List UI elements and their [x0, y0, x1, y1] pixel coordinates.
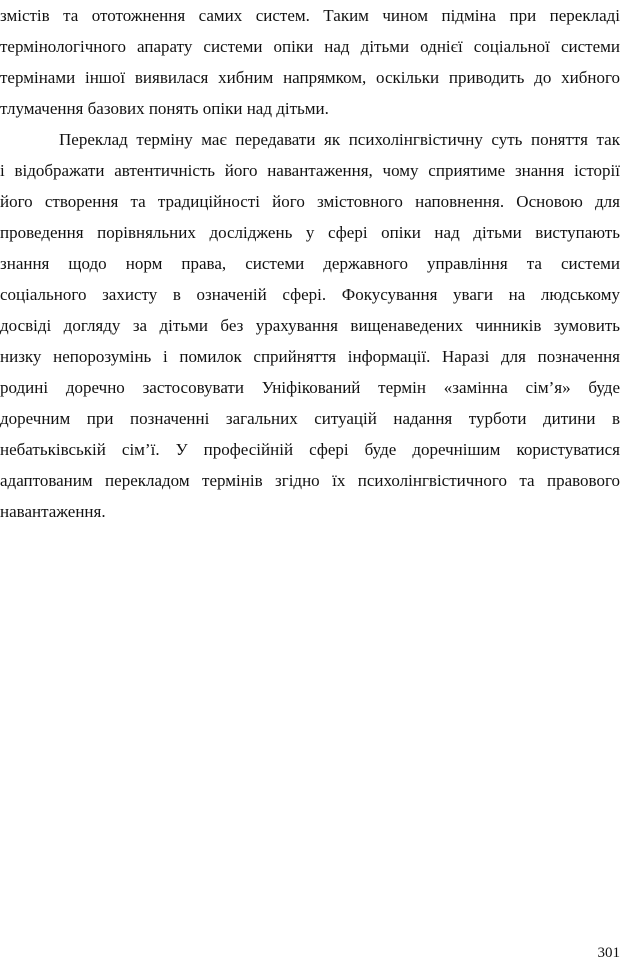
text-line-4: тлумачення базових понять опіки над дітьми.: [0, 99, 329, 118]
text-line-3: термінами іншої виявилася хибним напрямком, оскільки приводить до хибного: [0, 68, 620, 87]
text-line-11: досвіді догляду за дітьми без урахування вищенаведених чинників зумовить: [0, 316, 620, 335]
text-line-1: змістів та ототожнення самих систем. Таким чином підміна при перекладі: [0, 6, 620, 25]
text-line-17: навантаження.: [0, 502, 106, 521]
text-line-10: соціального захисту в означеній сфері. Фокусування уваги на людському: [0, 285, 620, 304]
text-line-6: і відображати автентичність його навантаження, чому сприятиме знання історії: [0, 161, 620, 180]
text-line-13: родині доречно застосовувати Уніфікований термін «замінна сім’я» буде: [0, 378, 620, 397]
text-line-16: адаптованим перекладом термінів згідно їх психолінгвістичного та правового: [0, 471, 620, 490]
text-line-9: знання щодо норм права, системи державного управління та системи: [0, 254, 620, 273]
text-line-14: доречним при позначенні загальних ситуацій надання турботи дитини в: [0, 409, 620, 428]
text-line-2: термінологічного апарату системи опіки над дітьми однієї соціальної системи: [0, 37, 620, 56]
page-number: 301: [597, 945, 620, 961]
text-line-15: небатьківській сім’ї. У професійній сфері буде доречнішим користуватися: [0, 440, 620, 459]
text-line-12: низку непорозумінь і помилок сприйняття інформації. Наразі для позначення: [0, 347, 620, 366]
text-line-5: Переклад терміну має передавати як психолінгвістичну суть поняття так: [59, 130, 620, 149]
text-line-8: проведення порівняльних досліджень у сфері опіки над дітьми виступають: [0, 223, 620, 242]
text-line-7: його створення та традиційності його змістовного наповнення. Основою для: [0, 192, 620, 211]
